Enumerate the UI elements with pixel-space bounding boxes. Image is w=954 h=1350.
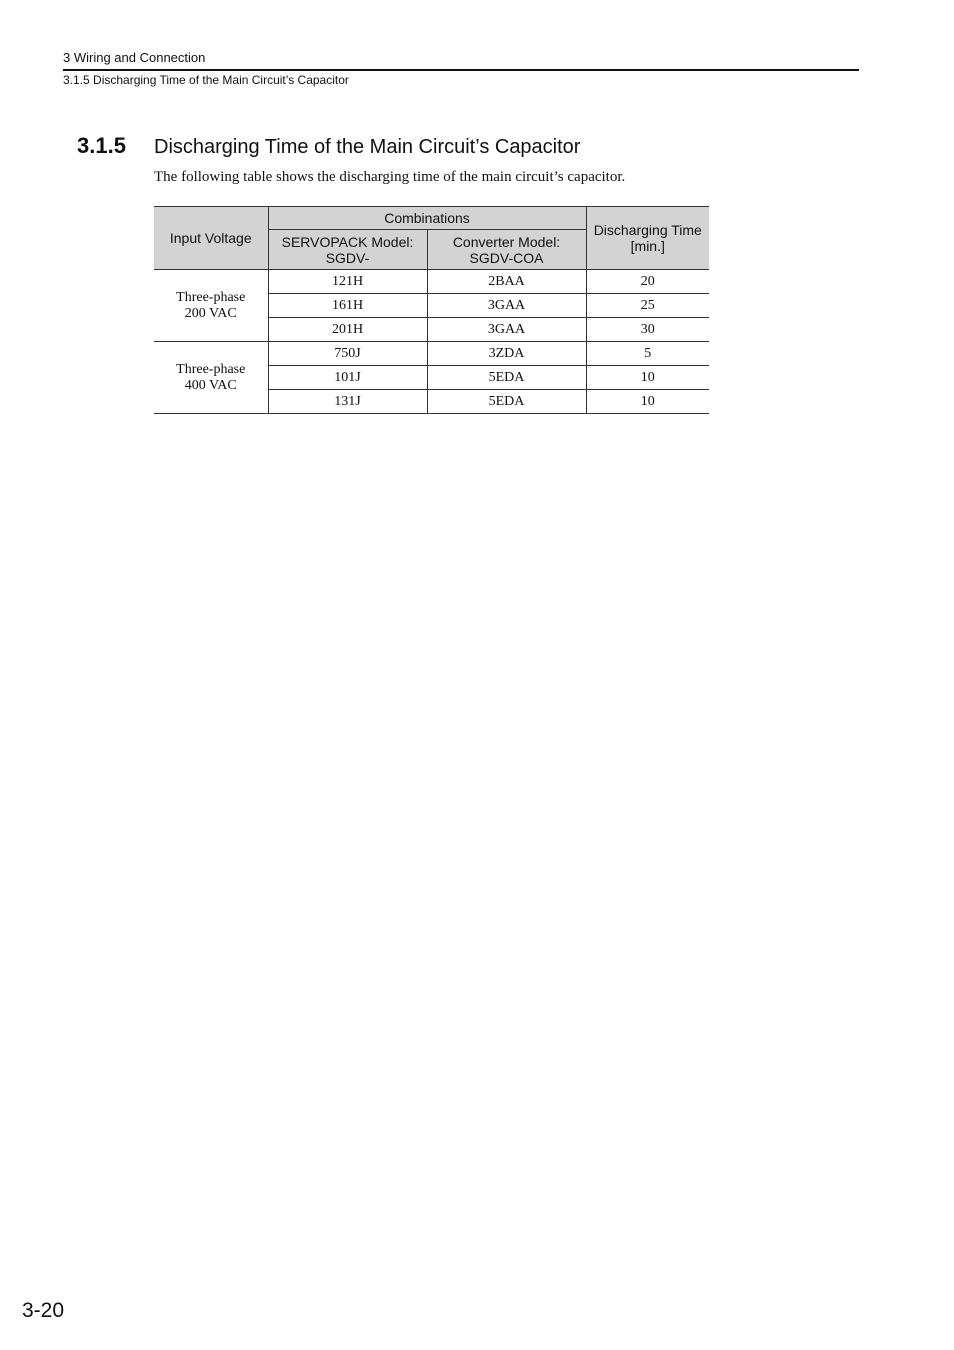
voltage-cell-200vac [154,270,268,342]
header-converter-line1: Converter Model: [452,233,561,250]
time-cell: 10 [586,390,709,414]
table-row [154,342,709,366]
voltage-line2: 200 VAC [184,305,237,321]
header-discharging-time-line2: [min.] [630,238,665,254]
converter-cell: 5EDA [427,390,586,414]
time-cell: 10 [586,366,709,390]
header-converter-model [427,230,586,270]
time-cell: 25 [586,294,709,318]
servopack-cell: 101J [268,366,427,390]
servopack-cell: 201H [268,318,427,342]
section-number: 3.1.5 [77,133,126,158]
converter-cell: 3ZDA [427,342,586,366]
running-header-section: 3.1.5 Discharging Time of the Main Circuit’s Capacitor [63,73,349,87]
header-converter-line2: SGDV-COA [469,249,544,266]
discharging-time-table [154,206,709,414]
header-servopack-line1: SERVOPACK Model: [281,233,414,250]
voltage-cell-400vac [154,342,268,414]
section-title: Discharging Time of the Main Circuit’s Capacitor [154,136,581,158]
voltage-line1: Three-phase [176,361,246,377]
time-cell: 30 [586,318,709,342]
header-servopack-model [268,230,427,270]
servopack-cell: 121H [268,270,427,294]
table-row [154,270,709,294]
servopack-cell: 750J [268,342,427,366]
header-combinations: Combinations [268,207,586,230]
page-number: 3-20 [22,1299,65,1322]
converter-cell: 5EDA [427,366,586,390]
header-divider [63,69,859,71]
voltage-line2: 400 VAC [184,377,237,393]
converter-cell: 2BAA [427,270,586,294]
header-discharging-time [586,207,709,270]
voltage-line1: Three-phase [176,289,246,305]
servopack-cell: 161H [268,294,427,318]
intro-paragraph: The following table shows the discharging time of the main circuit’s capacitor. [154,169,626,185]
servopack-cell: 131J [268,390,427,414]
converter-cell: 3GAA [427,294,586,318]
table-header-row [154,207,709,230]
header-servopack-line2: SGDV- [325,249,370,266]
time-cell: 5 [586,342,709,366]
converter-cell: 3GAA [427,318,586,342]
time-cell: 20 [586,270,709,294]
section-heading [77,133,580,159]
header-input-voltage: Input Voltage [154,207,268,270]
running-header-chapter: 3 Wiring and Connection [63,50,206,65]
header-discharging-time-line1: Discharging Time [593,222,702,238]
